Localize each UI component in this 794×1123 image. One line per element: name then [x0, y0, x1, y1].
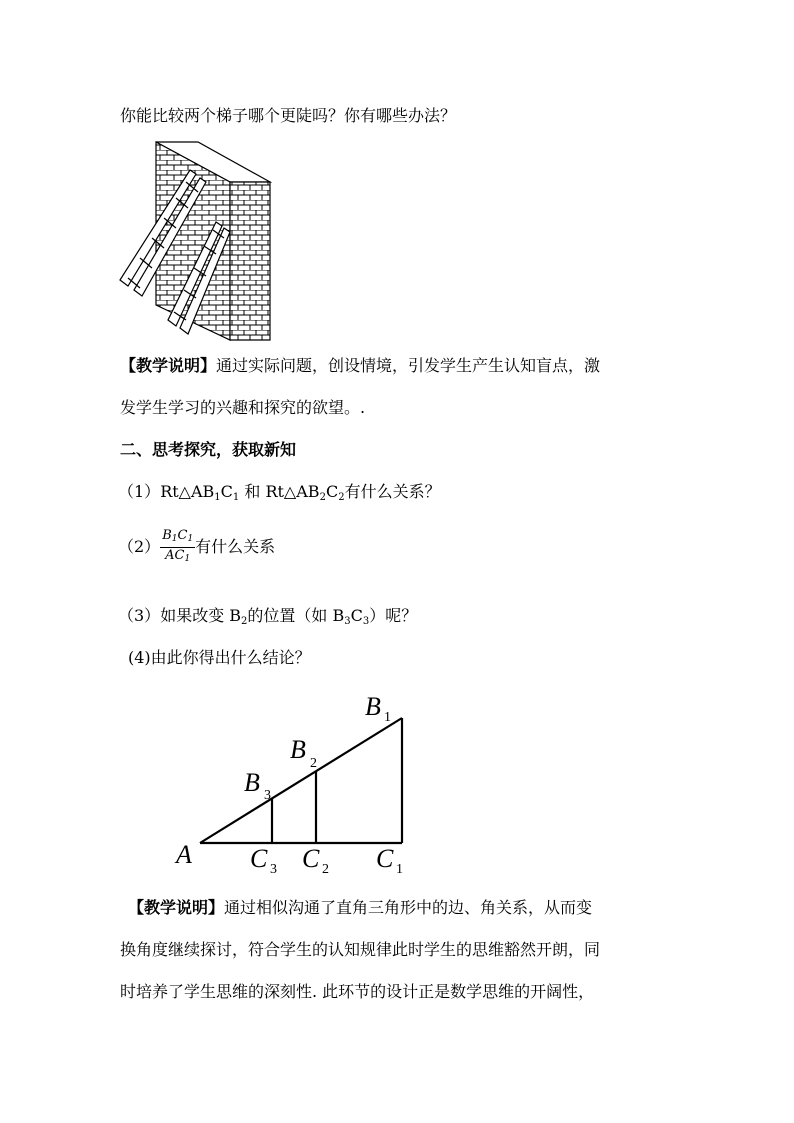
label-a: A — [176, 840, 192, 869]
similar-triangles-figure — [170, 685, 430, 885]
section-2-title: 二、思考探究，获取新知 — [120, 440, 297, 459]
question-2: （2） $\frac{B_1C_1}{AC_1}$ 有什么关系 — [118, 528, 275, 567]
label-b1: B — [365, 692, 381, 721]
note-text: 通过实际问题，创设情境，引发学生产生认知盲点，激 — [216, 356, 601, 375]
question-1: $(1)Rt\triangle AB_1C_1$ 和 $Rt\triangle AB_2C_2$有什么关系？ — [118, 482, 441, 503]
label-b3: B — [244, 768, 260, 797]
teaching-note-tag: 【教学说明】 — [128, 898, 225, 917]
teaching-note-1-line2: 发学生学习的兴趣和探究的欲望。. — [120, 398, 366, 417]
label-c2: C — [302, 844, 320, 873]
question-4: (4)由此你得出什么结论？ — [128, 648, 311, 667]
teaching-note-2-line3: 时培养了学生思维的深刻性. 此环节的设计正是数学思维的开阔性， — [120, 982, 595, 1001]
question-text: 你能比较两个梯子哪个更陡吗？你有哪些办法？ — [120, 106, 457, 125]
label-c1: C — [376, 844, 394, 873]
teaching-note-tag: 【教学说明】 — [120, 356, 217, 375]
wall-side — [230, 182, 270, 340]
label-c1-sub: 1 — [396, 862, 403, 877]
label-b2-sub: 2 — [310, 756, 317, 771]
label-b1-sub: 1 — [384, 710, 391, 725]
label-c2-sub: 2 — [322, 862, 329, 877]
note-text: 通过相似沟通了直角三角形中的边、角关系，从而变 — [224, 898, 593, 917]
teaching-note-2-line1 — [128, 898, 592, 918]
ladder-wall-illustration — [118, 140, 278, 340]
teaching-note-1-line1 — [120, 356, 600, 376]
question-3: （3）如果改变 $B_2$的位置（如 $B_3C_3$）呢？ — [118, 606, 418, 627]
label-b2: B — [290, 735, 306, 764]
teaching-note-2-line2: 换角度继续探讨，符合学生的认知规律此时学生的思维豁然开朗，同 — [120, 940, 601, 959]
label-c3: C — [250, 844, 268, 873]
fraction-b1c1-ac1: $\frac{B_1C_1}{AC_1}$ — [162, 528, 194, 564]
label-c3-sub: 3 — [270, 862, 277, 877]
label-b3-sub: 3 — [264, 788, 271, 803]
